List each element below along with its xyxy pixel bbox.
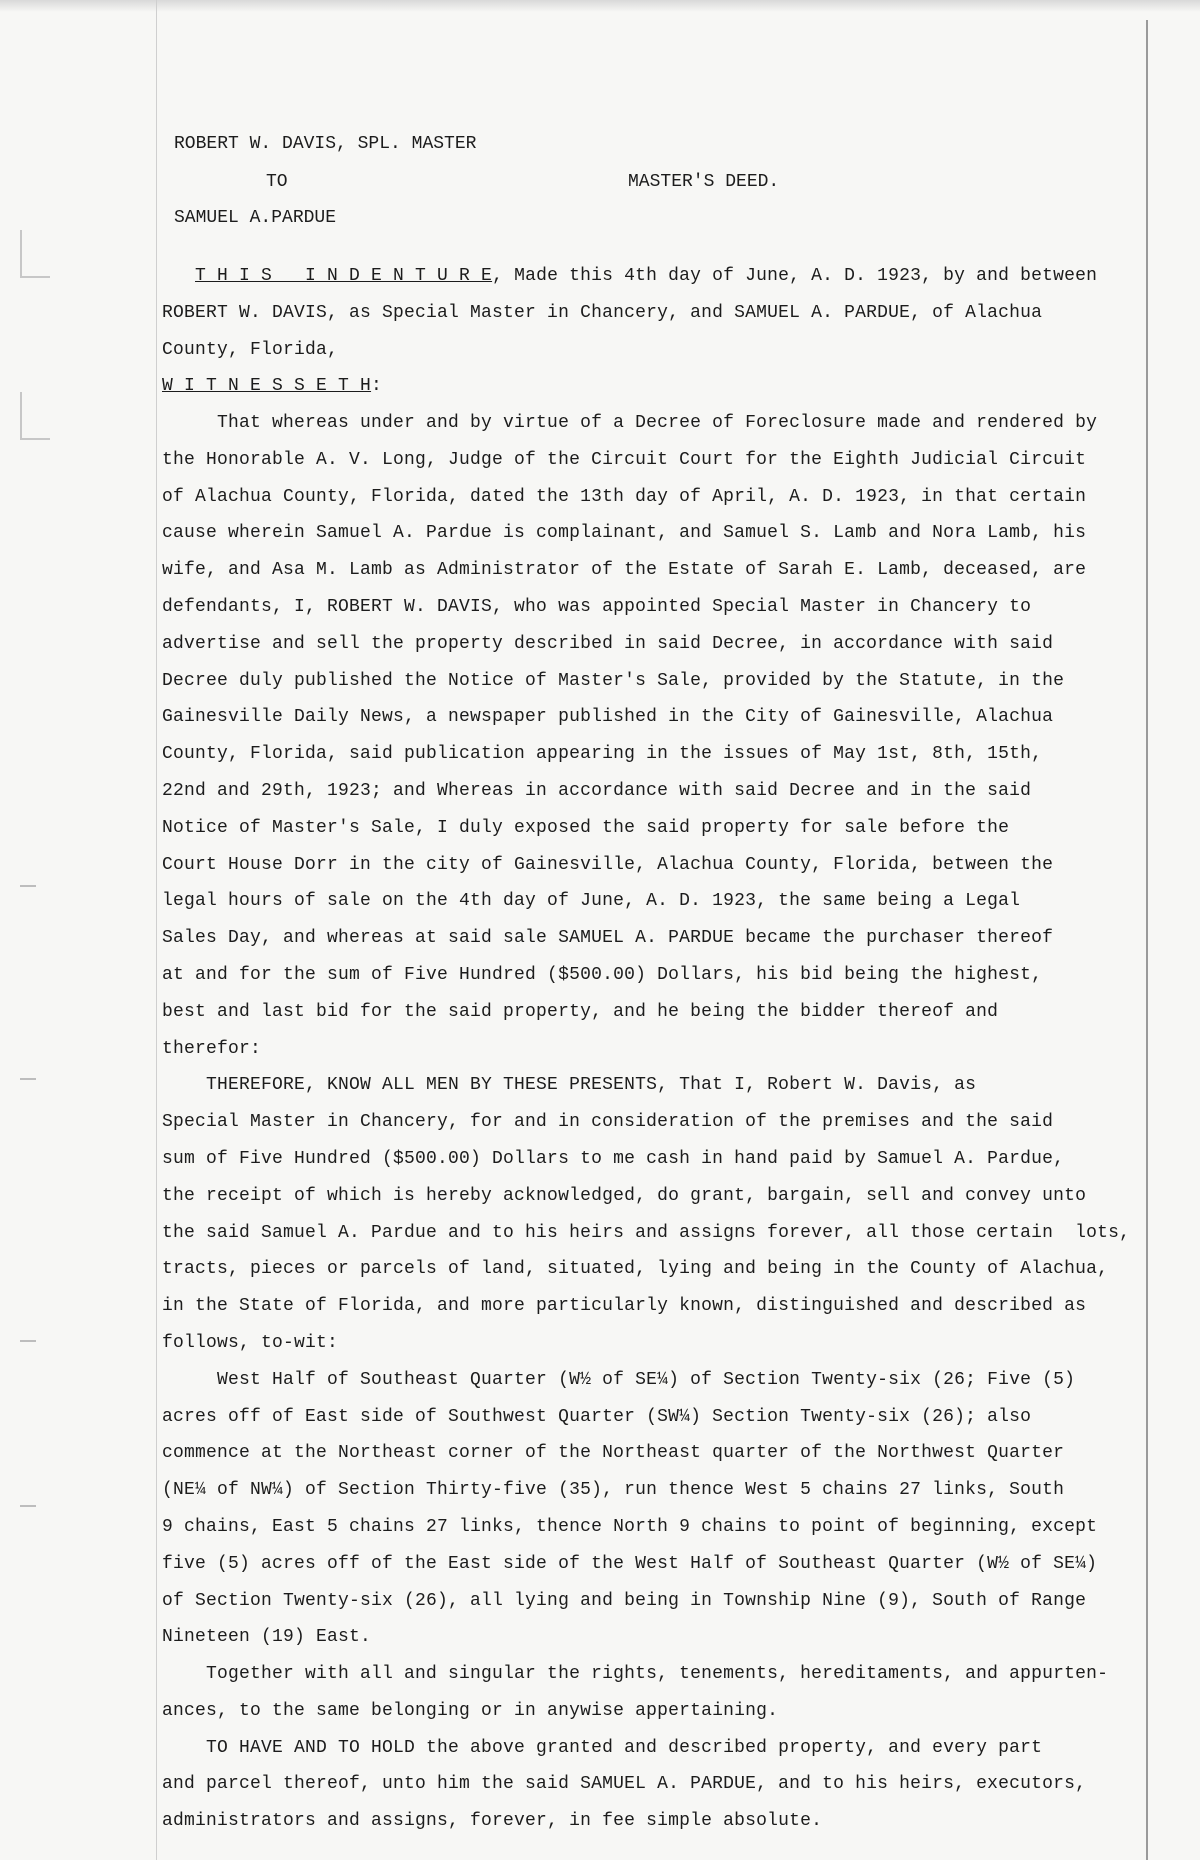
document-type-heading: MASTER'S DEED. [628, 172, 780, 192]
grantee-heading: SAMUEL A.PARDUE [174, 208, 337, 228]
deed-body-line: defendants, I, ROBERT W. DAVIS, who was appointed Special Master in Chancery to [162, 596, 1032, 617]
deed-body-line: of Alachua County, Florida, dated the 13th day of April, A. D. 1923, in that certain [162, 486, 1087, 507]
deed-body-line: five (5) acres off of the East side of the West Half of Southeast Quarter (W½ of SE¼) [162, 1553, 1098, 1574]
deed-body-line: Court House Dorr in the city of Gainesville, Alachua County, Florida, between the [162, 854, 1054, 875]
deed-body-line: THEREFORE, KNOW ALL MEN BY THESE PRESENTS, That I, Robert W. Davis, as [162, 1075, 977, 1096]
intro-block [162, 258, 1122, 405]
binder-mark [20, 230, 50, 278]
deed-body-line: wife, and Asa M. Lamb as Administrator of the Estate of Sarah E. Lamb, deceased, are [162, 560, 1087, 581]
deed-body-line: commence at the Northeast corner of the Northeast quarter of the Northwest Quarter [162, 1443, 1065, 1464]
deed-body-line: therefor: [162, 1038, 262, 1059]
deed-body-line: Notice of Master's Sale, I duly exposed the said property for sale before the [162, 817, 1010, 838]
page-top-edge [0, 0, 1200, 12]
deed-body-line: TO HAVE AND TO HOLD the above granted and described property, and every part [162, 1737, 1043, 1758]
deed-body-line: best and last bid for the said property, and he being the bidder thereof and [162, 1001, 999, 1022]
deed-body-line: That whereas under and by virtue of a Decree of Foreclosure made and rendered by [162, 413, 1098, 433]
deed-body-line: advertise and sell the property described in said Decree, in accordance with said [162, 633, 1054, 654]
grantor-heading: ROBERT W. DAVIS, SPL. MASTER [174, 134, 477, 154]
deed-body-line: administrators and assigns, forever, in fee simple absolute. [162, 1811, 823, 1832]
deed-body-line: Gainesville Daily News, a newspaper published in the City of Gainesville, Alachua [162, 707, 1054, 728]
deed-body-line: legal hours of sale on the 4th day of June, A. D. 1923, the same being a Legal [162, 891, 1021, 912]
binder-mark [20, 392, 50, 440]
deed-body-line: County, Florida, said publication appearing in the issues of May 1st, 8th, 15th, [162, 744, 1043, 765]
deed-body-line: follows, to-wit: [162, 1332, 339, 1353]
witnesseth-heading: W I T N E S S E T H [162, 376, 372, 397]
deed-body-line: Special Master in Chancery, for and in consideration of the premises and the said [162, 1112, 1054, 1133]
deed-body-line: at and for the sum of Five Hundred ($500.00) Dollars, his bid being the highest, [162, 964, 1043, 985]
deed-body-line: Decree duly published the Notice of Master's Sale, provided by the Statute, in the [162, 670, 1065, 691]
deed-body-line: (NE¼ of NW¼) of Section Thirty-five (35), run thence West 5 chains 27 links, South [162, 1480, 1065, 1501]
deed-body-line: the receipt of which is hereby acknowledged, do grant, bargain, sell and convey unto [162, 1185, 1087, 1206]
intro-line-1: T H I S I N D E N T U R E, Made this 4th day of June, A. D. 1923, by and between [195, 266, 1098, 286]
deed-body-line: acres off of East side of Southwest Quarter (SW¼) Section Twenty-six (26); also [162, 1406, 1032, 1427]
deed-body-line: Sales Day, and whereas at said sale SAMUEL A. PARDUE became the purchaser thereof [162, 928, 1054, 949]
indenture-lead: T H I S I N D E N T U R E [195, 266, 493, 286]
binder-tick [20, 1078, 36, 1080]
deed-body-line: and parcel thereof, unto him the said SAMUEL A. PARDUE, and to his heirs, executors, [162, 1774, 1087, 1795]
intro-line-3: County, Florida, [162, 339, 339, 360]
right-margin-rule [1146, 20, 1148, 1860]
deed-body-line: West Half of Southeast Quarter (W½ of SE¼) of Section Twenty-six (26; Five (5) [162, 1369, 1076, 1390]
deed-body-line: 9 chains, East 5 chains 27 links, thence North 9 chains to point of beginning, except [162, 1516, 1098, 1537]
binder-tick [20, 885, 36, 887]
binder-tick [20, 1505, 36, 1507]
deed-body-line: cause wherein Samuel A. Pardue is complainant, and Samuel S. Lamb and Nora Lamb, his [162, 523, 1087, 544]
binder-tick [20, 1340, 36, 1342]
witnesseth-line: W I T N E S S E T H: [162, 376, 383, 397]
deed-body-line: 22nd and 29th, 1923; and Whereas in accordance with said Decree and in the said [162, 780, 1032, 801]
intro-line-2: ROBERT W. DAVIS, as Special Master in Chancery, and SAMUEL A. PARDUE, of Alachua [162, 302, 1043, 323]
deed-body-line: sum of Five Hundred ($500.00) Dollars to me cash in hand paid by Samuel A. Pardue, [162, 1148, 1065, 1169]
deed-body-line: of Section Twenty-six (26), all lying and being in Township Nine (9), South of Range [162, 1590, 1087, 1611]
deed-body-line: in the State of Florida, and more particularly known, distinguished and described as [162, 1296, 1087, 1317]
deed-body-line: Together with all and singular the rights, tenements, hereditaments, and appurten- [162, 1664, 1109, 1685]
left-margin-rule [156, 0, 157, 1860]
deed-body-line: Nineteen (19) East. [162, 1627, 372, 1648]
deed-body-line: the Honorable A. V. Long, Judge of the Circuit Court for the Eighth Judicial Circuit [162, 449, 1087, 470]
deed-body-line: ances, to the same belonging or in anywise appertaining. [162, 1700, 779, 1721]
deed-body-line: tracts, pieces or parcels of land, situated, lying and being in the County of Alachua, [162, 1259, 1109, 1280]
deed-body [162, 405, 1131, 1840]
heading-to: TO [266, 172, 288, 192]
deed-body-line: the said Samuel A. Pardue and to his heirs and assigns forever, all those certain lots, [162, 1222, 1131, 1243]
